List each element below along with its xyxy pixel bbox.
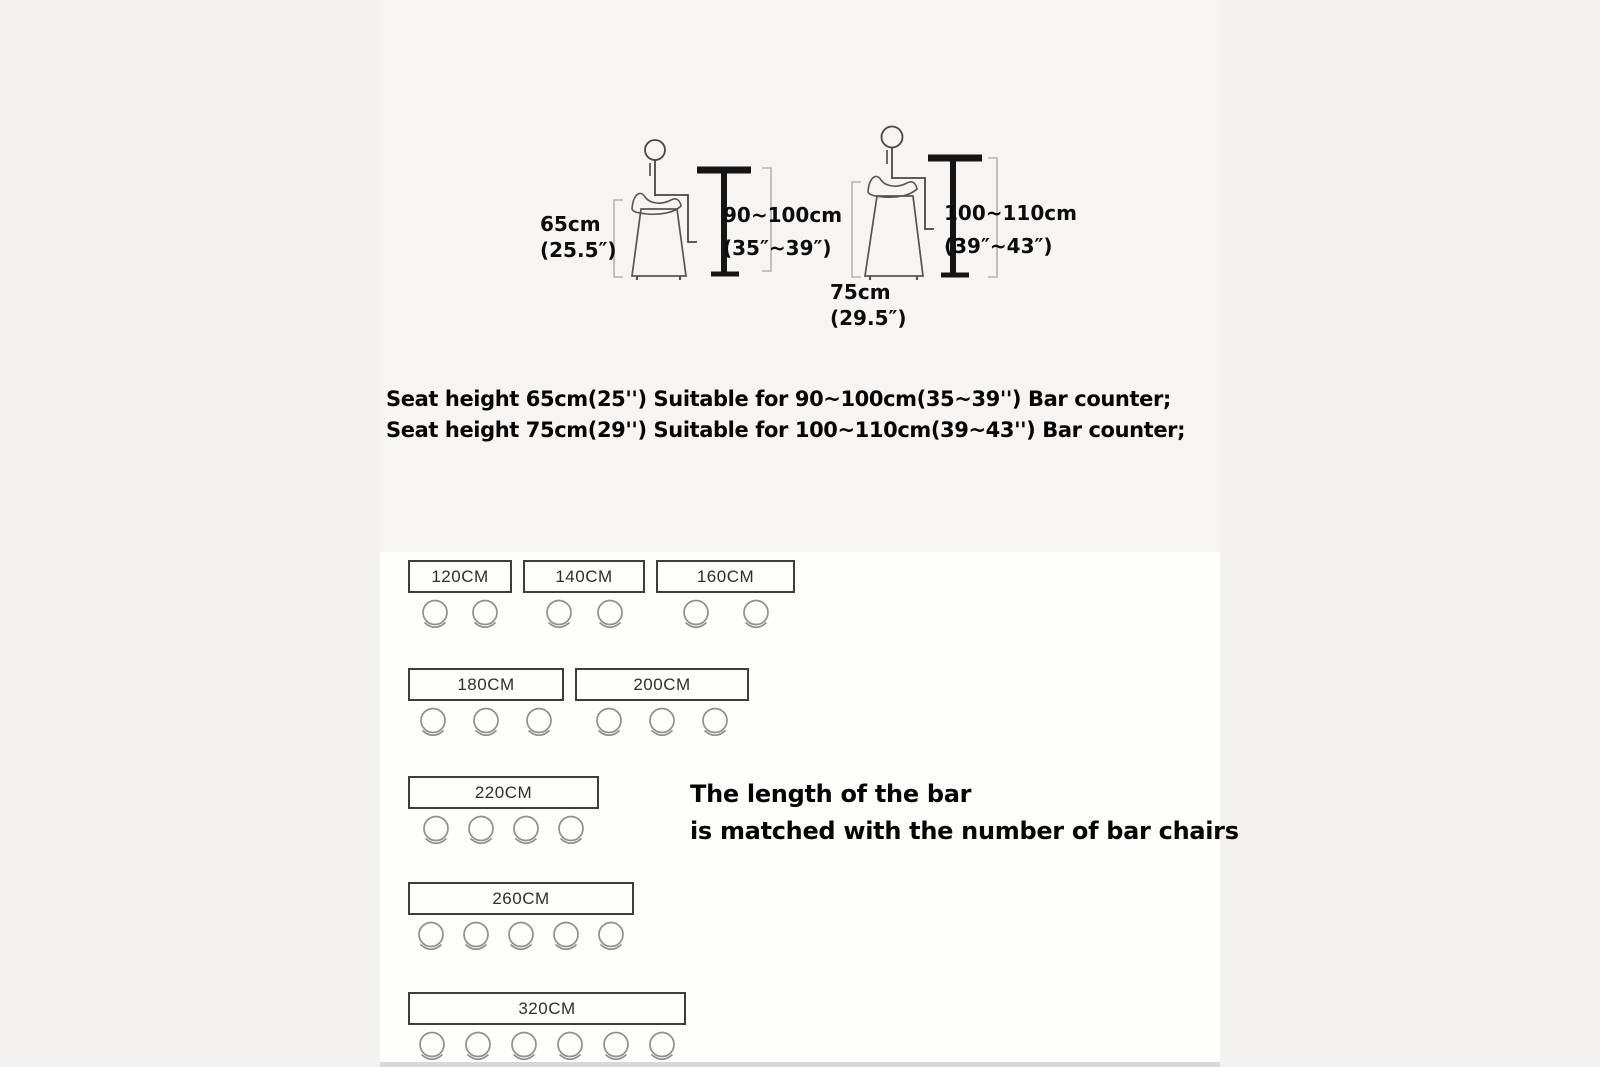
caption-line-1: Seat height 65cm(25'') Suitable for 90~100cm(35~39'') Bar counter; (386, 387, 1171, 411)
bar-length-box: 260CM (408, 882, 634, 915)
bar-chair-icon (416, 921, 446, 955)
bar-chair-icon (509, 1031, 539, 1065)
counter-height-inches-label: (35″~39″) (723, 236, 832, 260)
chair-row (420, 599, 500, 633)
counter-height-inches-label: (39″~43″) (944, 234, 1053, 258)
person-leg-drawing (655, 195, 697, 242)
bar-chair-icon (555, 1031, 585, 1065)
bar-chair-icon (551, 921, 581, 955)
bar-chair-icon (524, 707, 554, 741)
bar-chair-icon (700, 707, 730, 741)
bottom-divider-band (380, 1062, 1220, 1067)
chair-row (681, 599, 771, 633)
bar-length-box: 140CM (523, 560, 645, 593)
seat-height-inches-label: (29.5″) (830, 306, 907, 330)
bar-chair-icon (544, 599, 574, 633)
bar-with-chairs (575, 668, 749, 741)
bar-with-chairs (408, 882, 634, 955)
bar-chair-icon (417, 1031, 447, 1065)
chair-row (418, 707, 554, 741)
bar-with-chairs (408, 776, 599, 849)
bar-chair-icon (596, 921, 626, 955)
dimension-bracket (852, 182, 861, 277)
bar-chair-icon (594, 707, 624, 741)
seat-height-diagram (380, 0, 1220, 370)
chair-row (416, 921, 626, 955)
bar-with-chairs (408, 992, 686, 1065)
seat-height-caption (386, 384, 1220, 446)
bar-chair-icon (470, 599, 500, 633)
chair-row (544, 599, 625, 633)
tall-stool-figure (830, 127, 1077, 331)
seat-height-section (380, 0, 1220, 552)
bar-with-chairs (408, 668, 564, 741)
bar-chair-icon (601, 1031, 631, 1065)
bar-chair-icon (421, 815, 451, 849)
caption-line-2: Seat height 75cm(29'') Suitable for 100~110cm(39~43'') Bar counter; (386, 418, 1186, 442)
note-line-2: is matched with the number of bar chairs (690, 817, 1239, 845)
bar-length-note (690, 776, 1239, 850)
small-stool-figure (540, 140, 842, 280)
bar-length-box: 120CM (408, 560, 512, 593)
bar-chair-icon (647, 707, 677, 741)
bar-chair-icon (506, 921, 536, 955)
bar-length-box: 160CM (656, 560, 795, 593)
bar-chair-icon (741, 599, 771, 633)
bar-chair-icon (461, 921, 491, 955)
chair-row (417, 1031, 677, 1065)
counter-height-label: 100~110cm (944, 201, 1077, 225)
counter-height-label: 90~100cm (723, 203, 843, 227)
person-head-drawing (882, 127, 903, 148)
seat-height-label: 75cm (830, 280, 891, 304)
bar-chair-icon (647, 1031, 677, 1065)
bar-length-box: 320CM (408, 992, 686, 1025)
bar-length-row (408, 668, 749, 741)
bar-length-row (408, 882, 634, 955)
bar-chair-icon (681, 599, 711, 633)
chair-row (421, 815, 586, 849)
bar-chair-icon (511, 815, 541, 849)
bar-chair-icon (418, 707, 448, 741)
note-line-1: The length of the bar (690, 780, 972, 808)
bar-with-chairs (523, 560, 645, 633)
bar-length-row (408, 776, 599, 849)
seat-height-label: 65cm (540, 212, 601, 236)
chair-row (594, 707, 730, 741)
bar-chair-icon (471, 707, 501, 741)
bar-length-section (380, 552, 1239, 1062)
bar-chair-icon (463, 1031, 493, 1065)
bar-chair-icon (595, 599, 625, 633)
stool-seat-drawing (868, 176, 917, 197)
bar-length-row (408, 560, 795, 633)
bar-with-chairs (656, 560, 795, 633)
bar-chair-icon (466, 815, 496, 849)
bar-chair-icon (556, 815, 586, 849)
bar-chair-icon (420, 599, 450, 633)
bar-length-box: 180CM (408, 668, 564, 701)
bar-length-box: 200CM (575, 668, 749, 701)
bar-with-chairs (408, 560, 512, 633)
stool-seat-drawing (632, 193, 681, 214)
stool-body-drawing (865, 196, 923, 276)
bar-length-box: 220CM (408, 776, 599, 809)
person-head-drawing (645, 140, 665, 160)
seat-height-inches-label: (25.5″) (540, 238, 617, 262)
bar-length-row (408, 992, 686, 1065)
stool-body-drawing (632, 209, 686, 276)
